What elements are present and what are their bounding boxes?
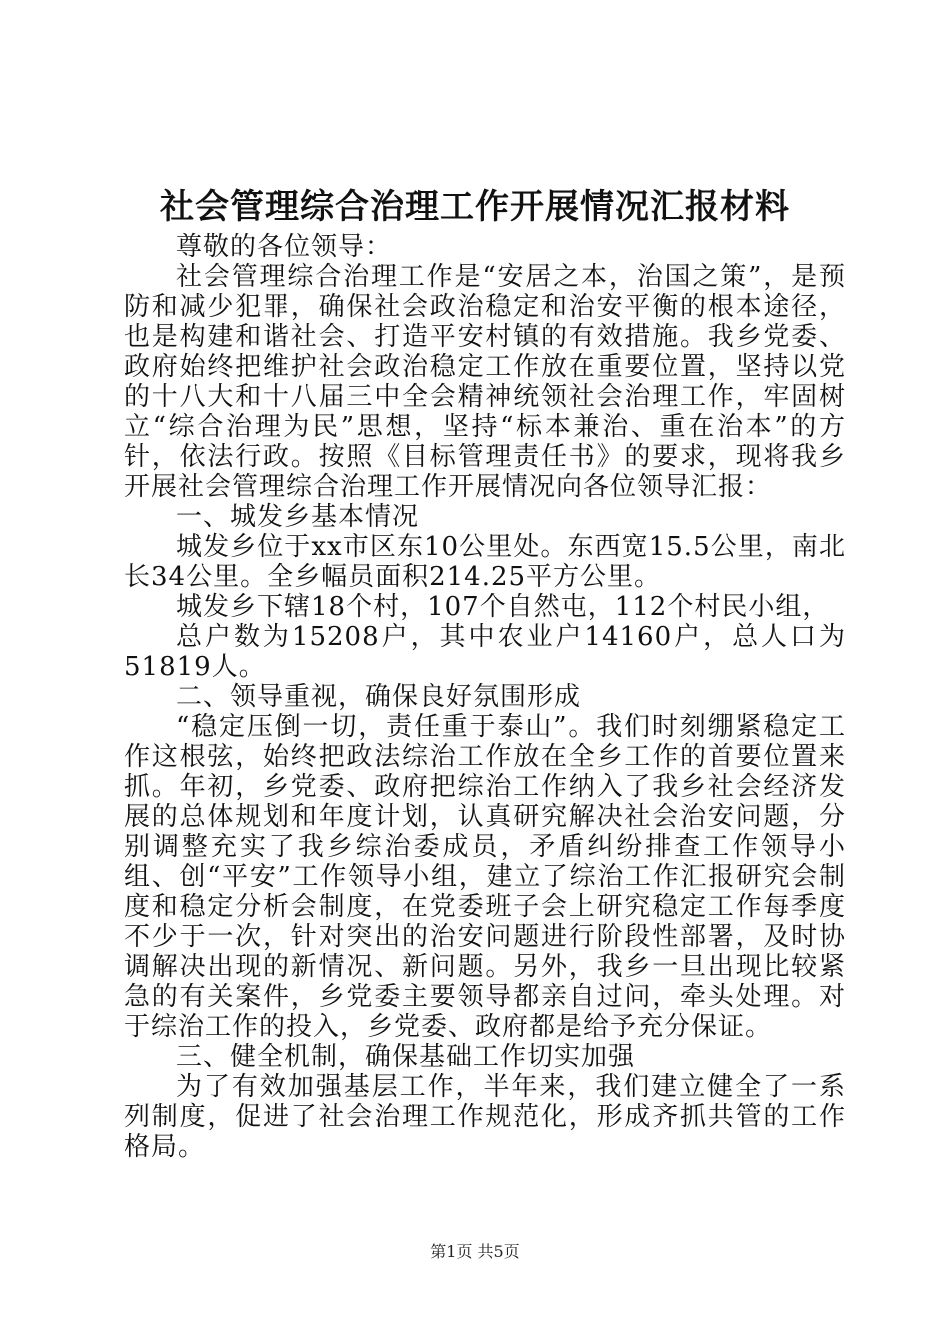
paragraph-villages: 城发乡下辖18个村，107个自然屯，112个村民小组， — [176, 592, 830, 622]
paragraph-location: 城发乡位于xx市区东10公里处。东西宽15.5公里，南北长34公里。全乡幅员面积214.25平方公里。 — [124, 532, 846, 592]
page-footer: 第1页 共5页 — [430, 1242, 520, 1261]
document-title: 社会管理综合治理工作开展情况汇报材料 — [160, 187, 790, 227]
section-heading-1: 一、城发乡基本情况 — [176, 502, 420, 532]
paragraph-leadership: “稳定压倒一切，责任重于泰山”。我们时刻绷紧稳定工作这根弦，始终把政法综治工作放在全乡工作的首要位置来抓。年初，乡党委、政府把综治工作纳入了我乡社会经济发展的总体规划和年度计划，认真研究解决社会治安问题，分别调整充实了我乡综治委成员，矛盾纠纷排查工作领导小组、创“平安”工作领导小组，建立了综治工作汇报研究会制度和稳定分析会制度，在党委班子会上研究稳定工作每季度不少于一次，针对突出的治安问题进行阶段性部署，及时协调解决出现的新情况、新问题。另外，我乡一旦出现比较紧急的有关案件，乡党委主要领导都亲自过问，牵头处理。对于综治工作的投入，乡党委、政府都是给予充分保证。 — [124, 712, 846, 1042]
section-heading-3: 三、健全机制，确保基础工作切实加强 — [176, 1042, 636, 1072]
section-heading-2: 二、领导重视，确保良好氛围形成 — [176, 682, 582, 712]
paragraph-population: 总户数为15208户，其中农业户14160户，总人口为51819人。 — [124, 622, 846, 682]
paragraph-mechanism: 为了有效加强基层工作，半年来，我们建立健全了一系列制度，促进了社会治理工作规范化，形成齐抓共管的工作格局。 — [124, 1072, 846, 1162]
paragraph-intro: 社会管理综合治理工作是“安居之本，治国之策”，是预防和减少犯罪，确保社会政治稳定和治安平衡的根本途径，也是构建和谐社会、打造平安村镇的有效措施。我乡党委、政府始终把维护社会政治稳定工作放在重要位置，坚持以党的十八大和十八届三中全会精神统领社会治理工作，牢固树立“综合治理为民”思想，坚持“标本兼治、重在治本”的方针，依法行政。按照《目标管理责任书》的要求，现将我乡开展社会管理综合治理工作开展情况向各位领导汇报： — [124, 262, 846, 502]
paragraph-salutation: 尊敬的各位领导： — [176, 232, 393, 262]
document-body — [124, 232, 846, 1162]
